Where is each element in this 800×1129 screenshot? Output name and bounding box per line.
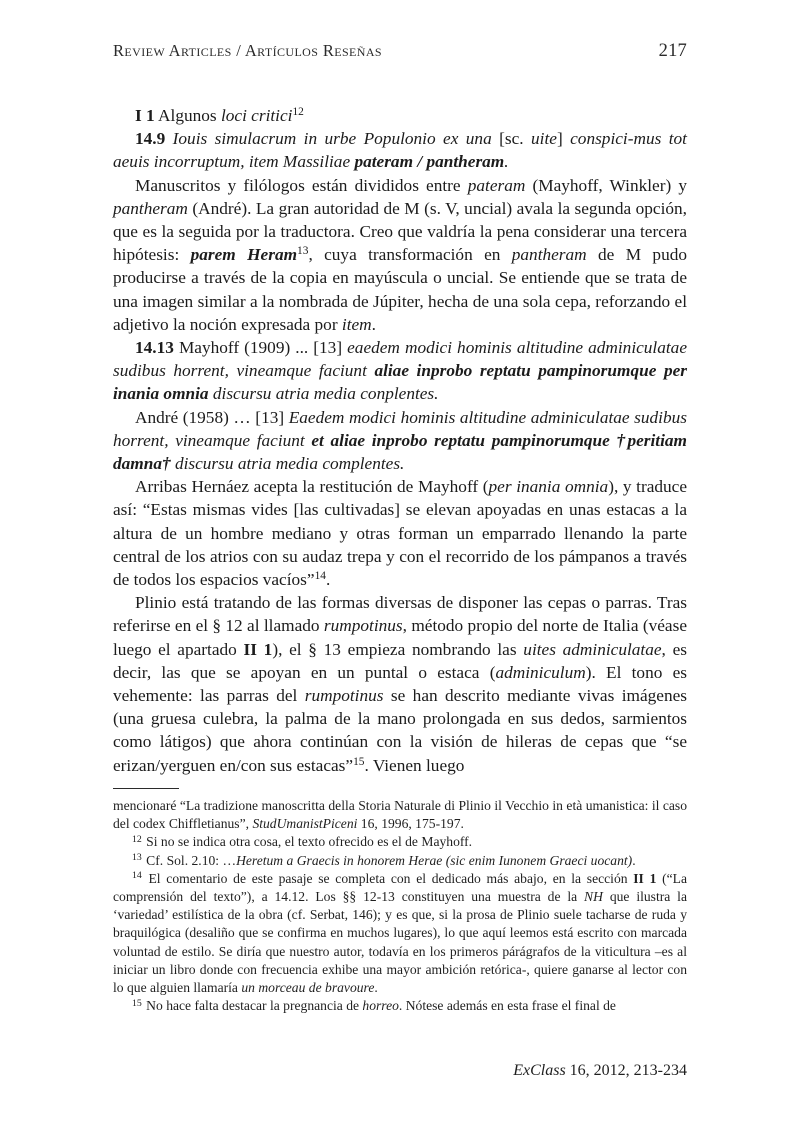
bracket-roman-text: sc.	[504, 129, 532, 149]
paragraph-commentary-1	[113, 174, 687, 336]
footnote-12-text: Si no se indica otra cosa, el texto ofrecido es el de Mayhoff.	[142, 834, 473, 850]
section-lead-text: Algunos	[154, 106, 221, 125]
arribas-text-1: Arribas Hernáez acepta la restitución de Mayhoff (	[135, 477, 489, 497]
commentary-text-4: , cuya transformación en	[308, 245, 512, 265]
footnote-13-text-1: Cf. Sol. 2.10: …	[142, 852, 237, 868]
paragraph-quote-14-9	[113, 127, 687, 173]
term-item: item	[341, 314, 372, 334]
conjecture-parem-heram: parem Heram	[190, 245, 298, 265]
cross-reference-II-1: II 1	[243, 639, 273, 659]
term-rumpotinus-1: rumpotinus	[323, 616, 403, 636]
footnote-marker-12: 12	[132, 833, 142, 845]
commentary-text-6: .	[371, 314, 376, 334]
section-label: I 1	[135, 106, 155, 125]
commentary-text-5: de M pudo producirse a través de la copia en mayúscula o uncial. Se entiende que se trata de una imagen similar a la nombrada de Júpiter, hecha de una sola cepa, reforzando el adjetivo la noción expresada por	[113, 245, 687, 334]
commentary-text-1: Manuscritos y filólogos están divididos entre	[135, 175, 468, 195]
andre-latin-2: discursu atria media complentes.	[170, 454, 405, 474]
footnote-marker-15: 15	[132, 997, 142, 1009]
footnote-block	[113, 797, 687, 1015]
term-adminiculum: adminiculum	[495, 662, 586, 682]
mayhoff-latin-2: discursu atria media conplentes.	[208, 384, 439, 404]
footnote-marker-14: 14	[132, 870, 142, 882]
plinio-text-3: ), el § 13 empieza nombrando las	[272, 639, 524, 659]
footnote-ref-13[interactable]: 13	[297, 245, 309, 258]
andre-latin-emphasis: et aliae inprobo reptatu pampinorumque †peritiam damna†	[113, 430, 687, 474]
footnote-15-text-1: No hace falta destacar la pregnancia de	[142, 998, 363, 1014]
paragraph-andre-1958	[113, 406, 687, 476]
mayhoff-attribution: Mayhoff (1909) ... [13]	[173, 338, 348, 358]
footnote-marker-13: 13	[132, 851, 142, 863]
term-rumpotinus-2: rumpotinus	[304, 686, 384, 706]
footnote-14-french-phrase: un morceau de bravoure	[241, 980, 375, 996]
plinio-text-7: . Vienen luego	[364, 755, 465, 775]
arribas-text-2: ), y traduce así: “Estas mismas vides [las cultivadas] se elevan apoyadas en unas estacas a la altura de un hombre mediano y otras forman un emparrado llenando la parte central de los atrios con su audaz trepa y con el recorrido de los pámpanos a través de todos los espacios vacíos”	[113, 477, 687, 590]
footnote-ref-14[interactable]: 14	[314, 570, 326, 583]
footnote-15-term-horreo: horreo	[362, 998, 399, 1014]
footnote-14-text-2: (“La comprensión del texto”), a 14.12. Los §§ 12-13 constituyen una muestra de la	[113, 870, 687, 905]
footnote-ref-12[interactable]: 12	[292, 106, 304, 119]
commentary-text-3: (André). La gran autoridad de M (s. V, uncial) avala la segunda opción, que es la seguida por la traductora. Creo que valdría la pena considerar una tercera hipótesis:	[113, 198, 687, 265]
term-pantheram-2: pantheram	[511, 245, 587, 265]
running-head	[113, 41, 687, 63]
variant-separator: /	[413, 152, 427, 172]
page-footer	[113, 1062, 687, 1080]
bracket-italic-text: uite	[531, 129, 557, 149]
footnote-14-abbrev-nh: NH	[584, 889, 603, 905]
arribas-text-3: .	[325, 570, 331, 590]
footnote-14-text-1: El comentario de este pasaje se completa con el dedicado más abajo, en la sección	[142, 870, 634, 886]
footnote-14-text-3: que ilustra la ‘variedad’ estilística de la obra (cf. Serbat, 146); y es que, si la prosa de Plinio suele tacharse de ruda y braquilógica (desaliño que se confirma en muchos lugares), lo que aquí leemos está escrito con marcada voluntad de estilo. Se diría que nuestro autor, todavía en los primeros párágrafos de la viticultura –es al iniciar un libro donde con frecuencia exhibe una mayor ambición retórica-, quiere ganarse al lector con lo que alguien llamaría	[113, 889, 687, 996]
plinio-text-4: , es decir, las que se apoyan en un puntal o estaca (	[113, 639, 687, 682]
footnote-item-12	[113, 833, 687, 851]
quote-tail: .	[504, 152, 509, 172]
paragraph-section-heading	[113, 104, 687, 127]
running-head-title: Review Articles / Artículos Reseñas	[113, 41, 382, 60]
footnote-14-text-4: .	[374, 980, 378, 996]
bracket-open: [	[499, 129, 505, 149]
variant-pantheram: pantheram	[426, 152, 505, 172]
footnote-item-14	[113, 870, 687, 997]
journal-title-studumanistpiceni: StudUmanistPiceni	[252, 816, 358, 832]
footnote-continuation	[113, 797, 687, 833]
body-text-block	[113, 104, 687, 777]
section-italic-title: loci critici	[220, 106, 293, 125]
footnote-14-cross-ref: II 1	[633, 870, 657, 886]
mayhoff-latin-emphasis: aliae inprobo reptatu pampinorumque per inania omnia	[113, 361, 687, 404]
mayhoff-latin-1: eaedem modici hominis altitudine adminiculatae sudibus horrent, vineamque faciunt	[113, 338, 687, 381]
commentary-text-2: (Mayhoff, Winkler) y	[525, 175, 687, 195]
term-pateram: pateram	[467, 175, 526, 195]
plinio-text-6: se han descrito mediante vivas imágenes (una gruesa culebra, la palma de la mano prolongada en sus dedos, sarmientos como látigos) que ahora continúan con la visión de hileras de cepas que “se erizan/yerguen en/con sus estacas”	[113, 686, 687, 775]
variant-pateram: pateram	[354, 152, 414, 172]
term-per-inania-omnia: per inania omnia	[488, 477, 609, 497]
andre-latin-1: Eaedem modici hominis altitudine adminiculatae sudibus horrent, vineamque faciunt	[113, 407, 687, 450]
footnote-cont-text-2: 16, 1996, 175-197.	[357, 816, 464, 832]
term-uites-adminiculatae: uites adminiculatae	[523, 639, 662, 659]
footnote-13-latin-quote: Heretum a Graecis in honorem Herae (sic enim Iunonem Graeci uocant)	[236, 852, 633, 868]
citation-label-14-13: 14.13	[135, 338, 174, 358]
term-pantheram-1: pantheram	[113, 198, 188, 218]
plinio-text-5: ). El tono es vehemente: las parras del	[113, 662, 687, 706]
footnote-cont-text-1: mencionaré “La tradizione manoscritta della Storia Naturale di Plinio il Vecchio in età umanistica: il caso del codex Chiffletianus”,	[113, 798, 687, 832]
footnote-item-13	[113, 852, 687, 870]
page-number: 217	[658, 41, 687, 61]
plinio-text-2: , método propio del norte de Italia (véase luego el apartado	[113, 616, 687, 659]
plinio-text-1: Plinio está tratando de las formas diversas de disponer las cepas o parras. Tras referirse en el § 12 al llamado	[113, 593, 687, 636]
footer-citation: 16, 2012, 213-234	[565, 1062, 687, 1079]
paragraph-commentary-2	[113, 475, 687, 591]
footnote-15-text-2: . Nótese además en esta frase el final de	[398, 998, 616, 1014]
bracket-close: ]	[556, 129, 563, 149]
quote-latin-part2: conspici-mus tot aeuis incorruptum, item Massiliae	[113, 129, 687, 172]
footnote-item-15	[113, 997, 687, 1015]
footer-journal-name: ExClass	[513, 1062, 566, 1079]
andre-attribution: André (1958) … [13]	[135, 407, 289, 427]
footnote-separator-rule	[113, 788, 179, 789]
quote-latin-part1: Iouis simulacrum in urbe Populonio ex una	[165, 129, 500, 149]
footnote-13-text-2: .	[632, 852, 636, 868]
citation-label-14-9: 14.9	[135, 129, 166, 149]
paragraph-commentary-3	[113, 591, 687, 777]
paragraph-mayhoff-14-13	[113, 336, 687, 406]
footnote-ref-15[interactable]: 15	[353, 755, 365, 768]
